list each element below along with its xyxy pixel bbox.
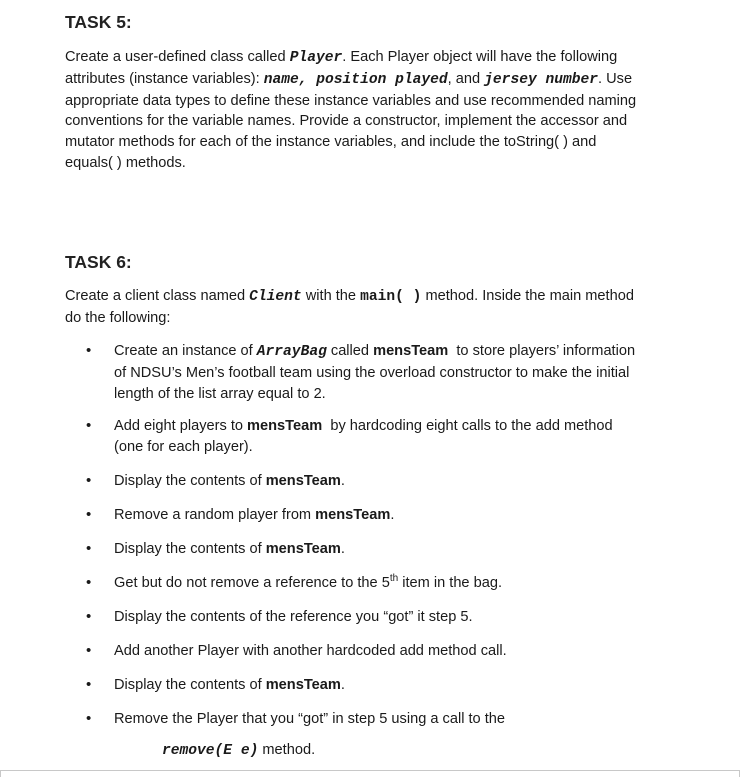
bullet-icon: • [86, 676, 92, 693]
bullet-icon: • [86, 506, 92, 523]
mensteam-name: mensTeam [247, 418, 323, 434]
bullet-icon: • [86, 540, 92, 557]
step-5-text [114, 539, 644, 560]
step-text: . [340, 541, 345, 557]
ordinal-suffix: th [389, 573, 399, 585]
page-left-border [0, 770, 1, 777]
bullet-icon: • [86, 608, 92, 625]
step-10-continuation [162, 740, 315, 762]
task5-description [65, 47, 645, 174]
remove-method-signature: remove(E e) [162, 743, 259, 759]
step-7-text: Display the contents of the reference you “got” it step 5. [114, 609, 473, 625]
bullet-icon: • [86, 417, 92, 434]
step-9-text [114, 675, 644, 696]
task5-text-rest: . Use appropriate data types to define these instance variables and use recommended naming conventions for the variable names. Provide a constructor, implement the accessor and mutator methods for each of the instance variables, and include the toString( ) and equals( ) methods. [65, 70, 637, 171]
mensteam-name: mensTeam [265, 541, 341, 557]
mensteam-name: mensTeam [265, 677, 341, 693]
task6-text-with: with the [301, 288, 361, 304]
task6-description [65, 286, 645, 329]
bullet-icon: • [86, 574, 92, 591]
step-8-text: Add another Player with another hardcoded add method call. [114, 643, 507, 659]
mensteam-name: mensTeam [373, 343, 449, 359]
step-10-text: Remove the Player that you “got” in step 5 using a call to the [114, 711, 506, 727]
step-text: . [390, 507, 395, 523]
step-text: to store players’ information of NDSU’s Men’s football team using the overload constructor to make the initial length of the list array equal to 2. [114, 343, 640, 402]
task5-text-intro: Create a user-defined class called [65, 49, 290, 65]
client-class-name: Client [249, 289, 302, 305]
step-4-text [114, 505, 644, 526]
step-text: Create an instance of [114, 343, 257, 359]
task5-text-and: , and [447, 70, 485, 87]
bullet-icon: • [86, 342, 92, 359]
step-text: . [340, 677, 345, 693]
mensteam-name: mensTeam [265, 473, 341, 489]
bullet-icon: • [86, 472, 92, 489]
task6-heading: TASK 6: [65, 252, 132, 272]
step-text: Remove a random player from [114, 507, 316, 523]
attribute-names: name, position played [263, 71, 448, 88]
step-text: Display the contents of [114, 541, 266, 557]
bullet-icon: • [86, 710, 92, 727]
task6-text-intro: Create a client class named [65, 288, 250, 304]
arraybag-class-name: ArrayBag [256, 344, 327, 360]
step-text: by hardcoding eight calls to the add method (one for each player). [114, 418, 617, 455]
page-bottom-border [0, 770, 740, 771]
mensteam-name: mensTeam [315, 507, 391, 523]
task5-heading: TASK 5: [65, 12, 132, 32]
player-class-name: Player [289, 50, 343, 66]
step-6-text [114, 573, 644, 594]
step-text: called [326, 343, 374, 359]
step-2-text [114, 416, 644, 458]
step-text: Display the contents of [114, 677, 266, 693]
task5-text-after-class: . Each Player object will have the following attributes (instance variables): [65, 49, 618, 87]
step-3-text [114, 471, 644, 492]
bullet-icon: • [86, 642, 92, 659]
task6-text-rest: method. Inside the main method do the following: [65, 288, 634, 326]
tail-text: method. [258, 742, 316, 758]
step-text: Get but do not remove a reference to the 5 [114, 575, 390, 591]
step-text: Add eight players to [114, 418, 248, 434]
step-text: Display the contents of [114, 473, 266, 489]
attribute-jersey-number: jersey number [484, 71, 599, 88]
main-method-name: main( ) [360, 289, 422, 305]
step-text: . [340, 473, 345, 489]
step-text: item in the bag. [398, 575, 503, 591]
step-1-text [114, 341, 644, 404]
